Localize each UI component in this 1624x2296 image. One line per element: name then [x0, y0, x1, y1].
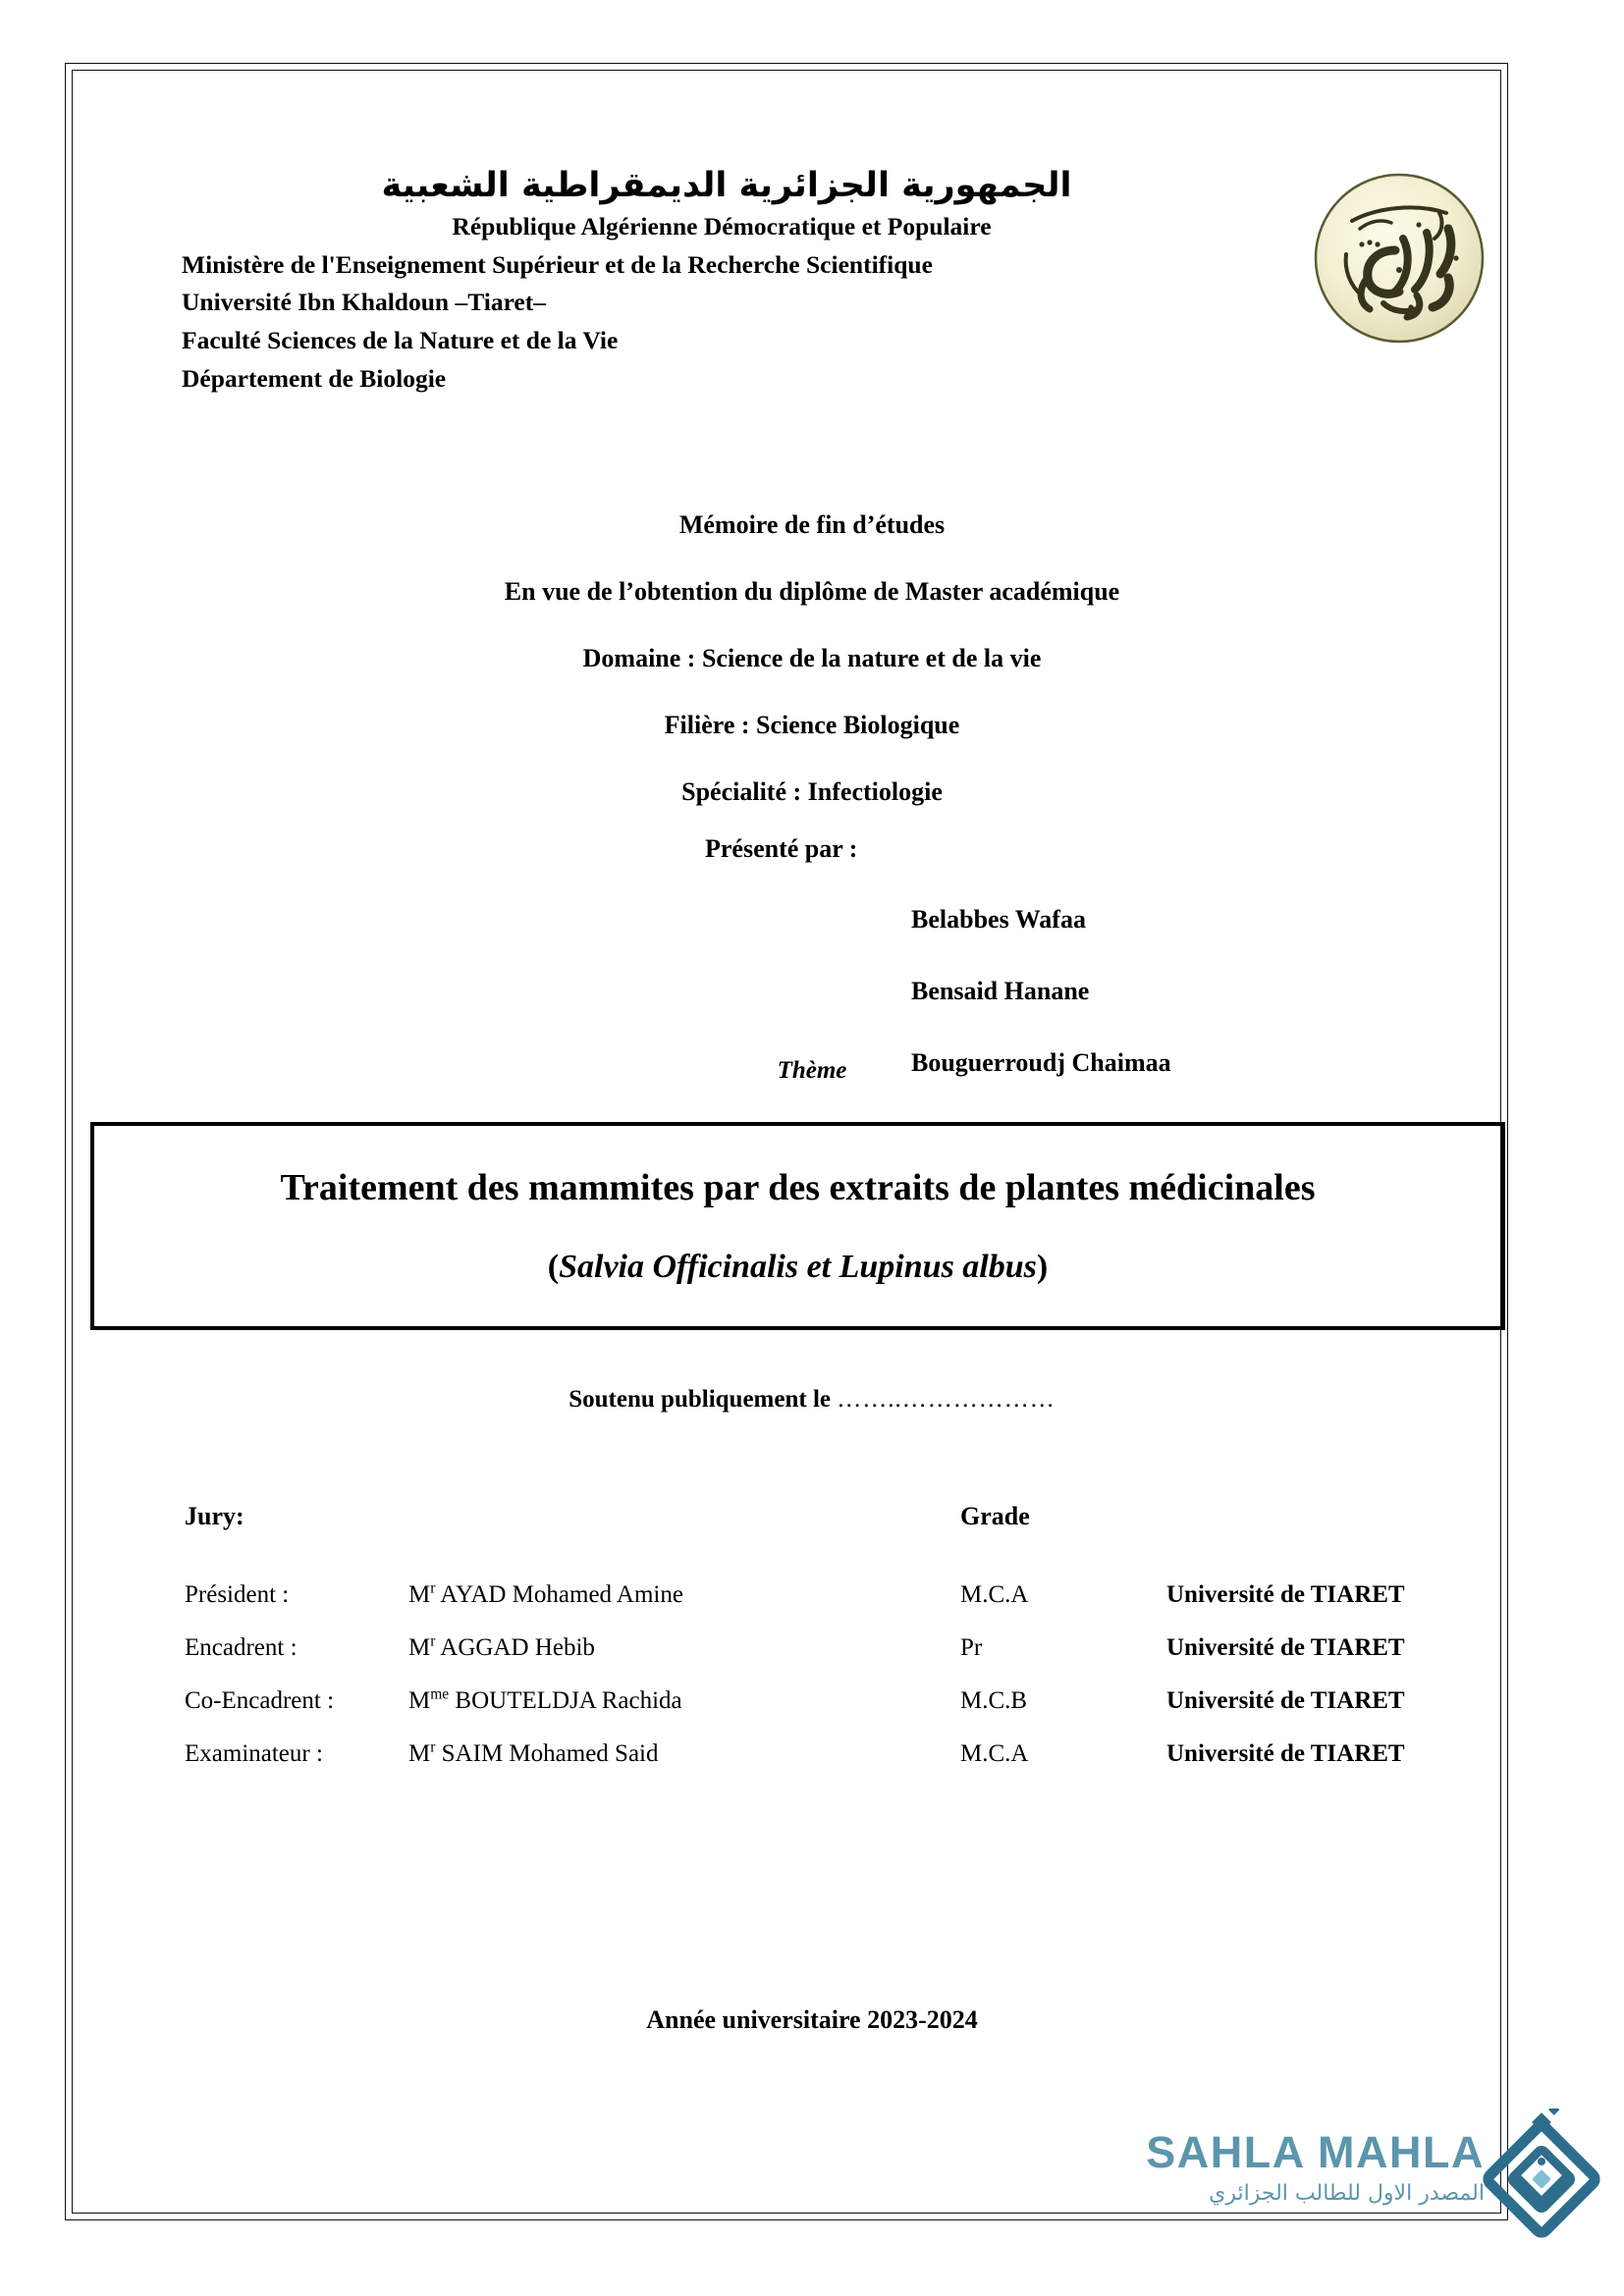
- watermark-brand-subtitle: المصدر الاول للطالب الجزائري: [1209, 2181, 1485, 2206]
- jury-grade: M.C.A: [960, 1740, 1029, 1767]
- header-line-ministry: Ministère de l'Enseignement Supérieur et de la Recherche Scientifique: [182, 249, 933, 279]
- thesis-subtitle-close-paren: ): [1036, 1249, 1049, 1285]
- thesis-subtitle-open-paren: (: [547, 1249, 560, 1285]
- jury-table-header: [185, 1502, 1490, 1531]
- jury-title-suffix: r: [430, 1579, 436, 1597]
- jury-person-name: SAIM Mohamed Said: [435, 1740, 659, 1767]
- jury-grade: M.C.A: [960, 1581, 1029, 1608]
- jury-name: [408, 1634, 960, 1662]
- watermark-brand-title: SAHLA MAHLA: [1146, 2127, 1485, 2177]
- jury-name: [408, 1687, 960, 1715]
- presented-by-block: [705, 834, 1392, 1078]
- sahla-mahla-watermark: [1102, 2109, 1612, 2246]
- defense-date-placeholder-dots: ……..………………: [837, 1386, 1056, 1413]
- thesis-subtitle-species: Salvia Officinalis et Lupinus albus: [559, 1249, 1037, 1285]
- thesis-title-main: Traitement des mammites par des extraits de plantes médicinales: [280, 1167, 1316, 1208]
- academic-year: Année universitaire 2023-2024: [646, 2005, 978, 2034]
- jury-role: Examinateur :: [185, 1740, 323, 1767]
- jury-grade: Pr: [960, 1634, 983, 1661]
- jury-heading-grade: Grade: [960, 1502, 1030, 1530]
- jury-name: [408, 1740, 960, 1768]
- header-line-university: Université Ibn Khaldoun –Tiaret–: [182, 288, 546, 317]
- jury-section: [185, 1502, 1490, 1793]
- header-line-republic: République Algérienne Démocratique et Populaire: [452, 211, 992, 240]
- sahla-mahla-diamond-logo-icon: [1473, 2109, 1610, 2246]
- table-row: [185, 1634, 1490, 1662]
- memoire-line-type: Mémoire de fin d’études: [678, 510, 946, 539]
- jury-university: Université de TIARET: [1166, 1581, 1405, 1608]
- university-seal-icon: [1301, 160, 1497, 356]
- theme-label: Thème: [777, 1057, 847, 1084]
- jury-heading-label: Jury:: [185, 1502, 244, 1530]
- memoire-line-diploma: En vue de l’obtention du diplôme de Master académique: [504, 577, 1120, 606]
- jury-title-prefix: M: [408, 1687, 431, 1714]
- jury-university: Université de TIARET: [1166, 1687, 1405, 1714]
- memoire-line-filiere: Filière : Science Biologique: [664, 711, 960, 739]
- jury-title-prefix: M: [408, 1740, 431, 1767]
- jury-person-name: AYAD Mohamed Amine: [435, 1581, 683, 1608]
- jury-role: Encadrent :: [185, 1634, 298, 1661]
- header-line-department: Département de Biologie: [182, 363, 447, 393]
- jury-grade: M.C.B: [960, 1687, 1028, 1714]
- memoire-block: [184, 510, 1440, 807]
- document-header: [182, 165, 1291, 399]
- jury-title-prefix: M: [408, 1581, 431, 1608]
- watermark-text: [1102, 2127, 1485, 2206]
- jury-person-name: AGGAD Hebib: [435, 1634, 595, 1661]
- jury-title-suffix: r: [430, 1632, 436, 1650]
- defense-date-line: [0, 1386, 1624, 1414]
- jury-title-suffix: r: [430, 1738, 436, 1756]
- jury-university: Université de TIARET: [1166, 1740, 1405, 1767]
- table-row: [185, 1581, 1490, 1609]
- author-name: Bouguerroudj Chaimaa: [911, 1048, 1171, 1077]
- author-name: Belabbes Wafaa: [911, 905, 1086, 934]
- jury-name: [408, 1581, 960, 1609]
- table-row: [185, 1740, 1490, 1768]
- jury-university: Université de TIARET: [1166, 1634, 1405, 1661]
- presented-by-label: Présenté par :: [705, 834, 858, 863]
- defense-date-label: Soutenu publiquement le: [568, 1386, 838, 1413]
- jury-title-suffix: me: [430, 1685, 450, 1703]
- memoire-line-domaine: Domaine : Science de la nature et de la vie: [582, 644, 1042, 672]
- thesis-title-subtitle: [548, 1249, 1048, 1286]
- thesis-title-box: [90, 1122, 1505, 1330]
- jury-role: Co-Encadrent :: [185, 1687, 335, 1714]
- jury-person-name: BOUTELDJA Rachida: [449, 1687, 682, 1714]
- jury-title-prefix: M: [408, 1634, 431, 1661]
- arabic-republic-title: الجمهورية الجزائرية الديمقراطية الشعبية: [381, 166, 1072, 205]
- header-line-faculty: Faculté Sciences de la Nature et de la Vie: [182, 326, 619, 354]
- table-row: [185, 1687, 1490, 1715]
- author-name: Bensaid Hanane: [911, 977, 1090, 1005]
- memoire-line-specialite: Spécialité : Infectiologie: [681, 777, 943, 806]
- jury-role: Président :: [185, 1581, 290, 1608]
